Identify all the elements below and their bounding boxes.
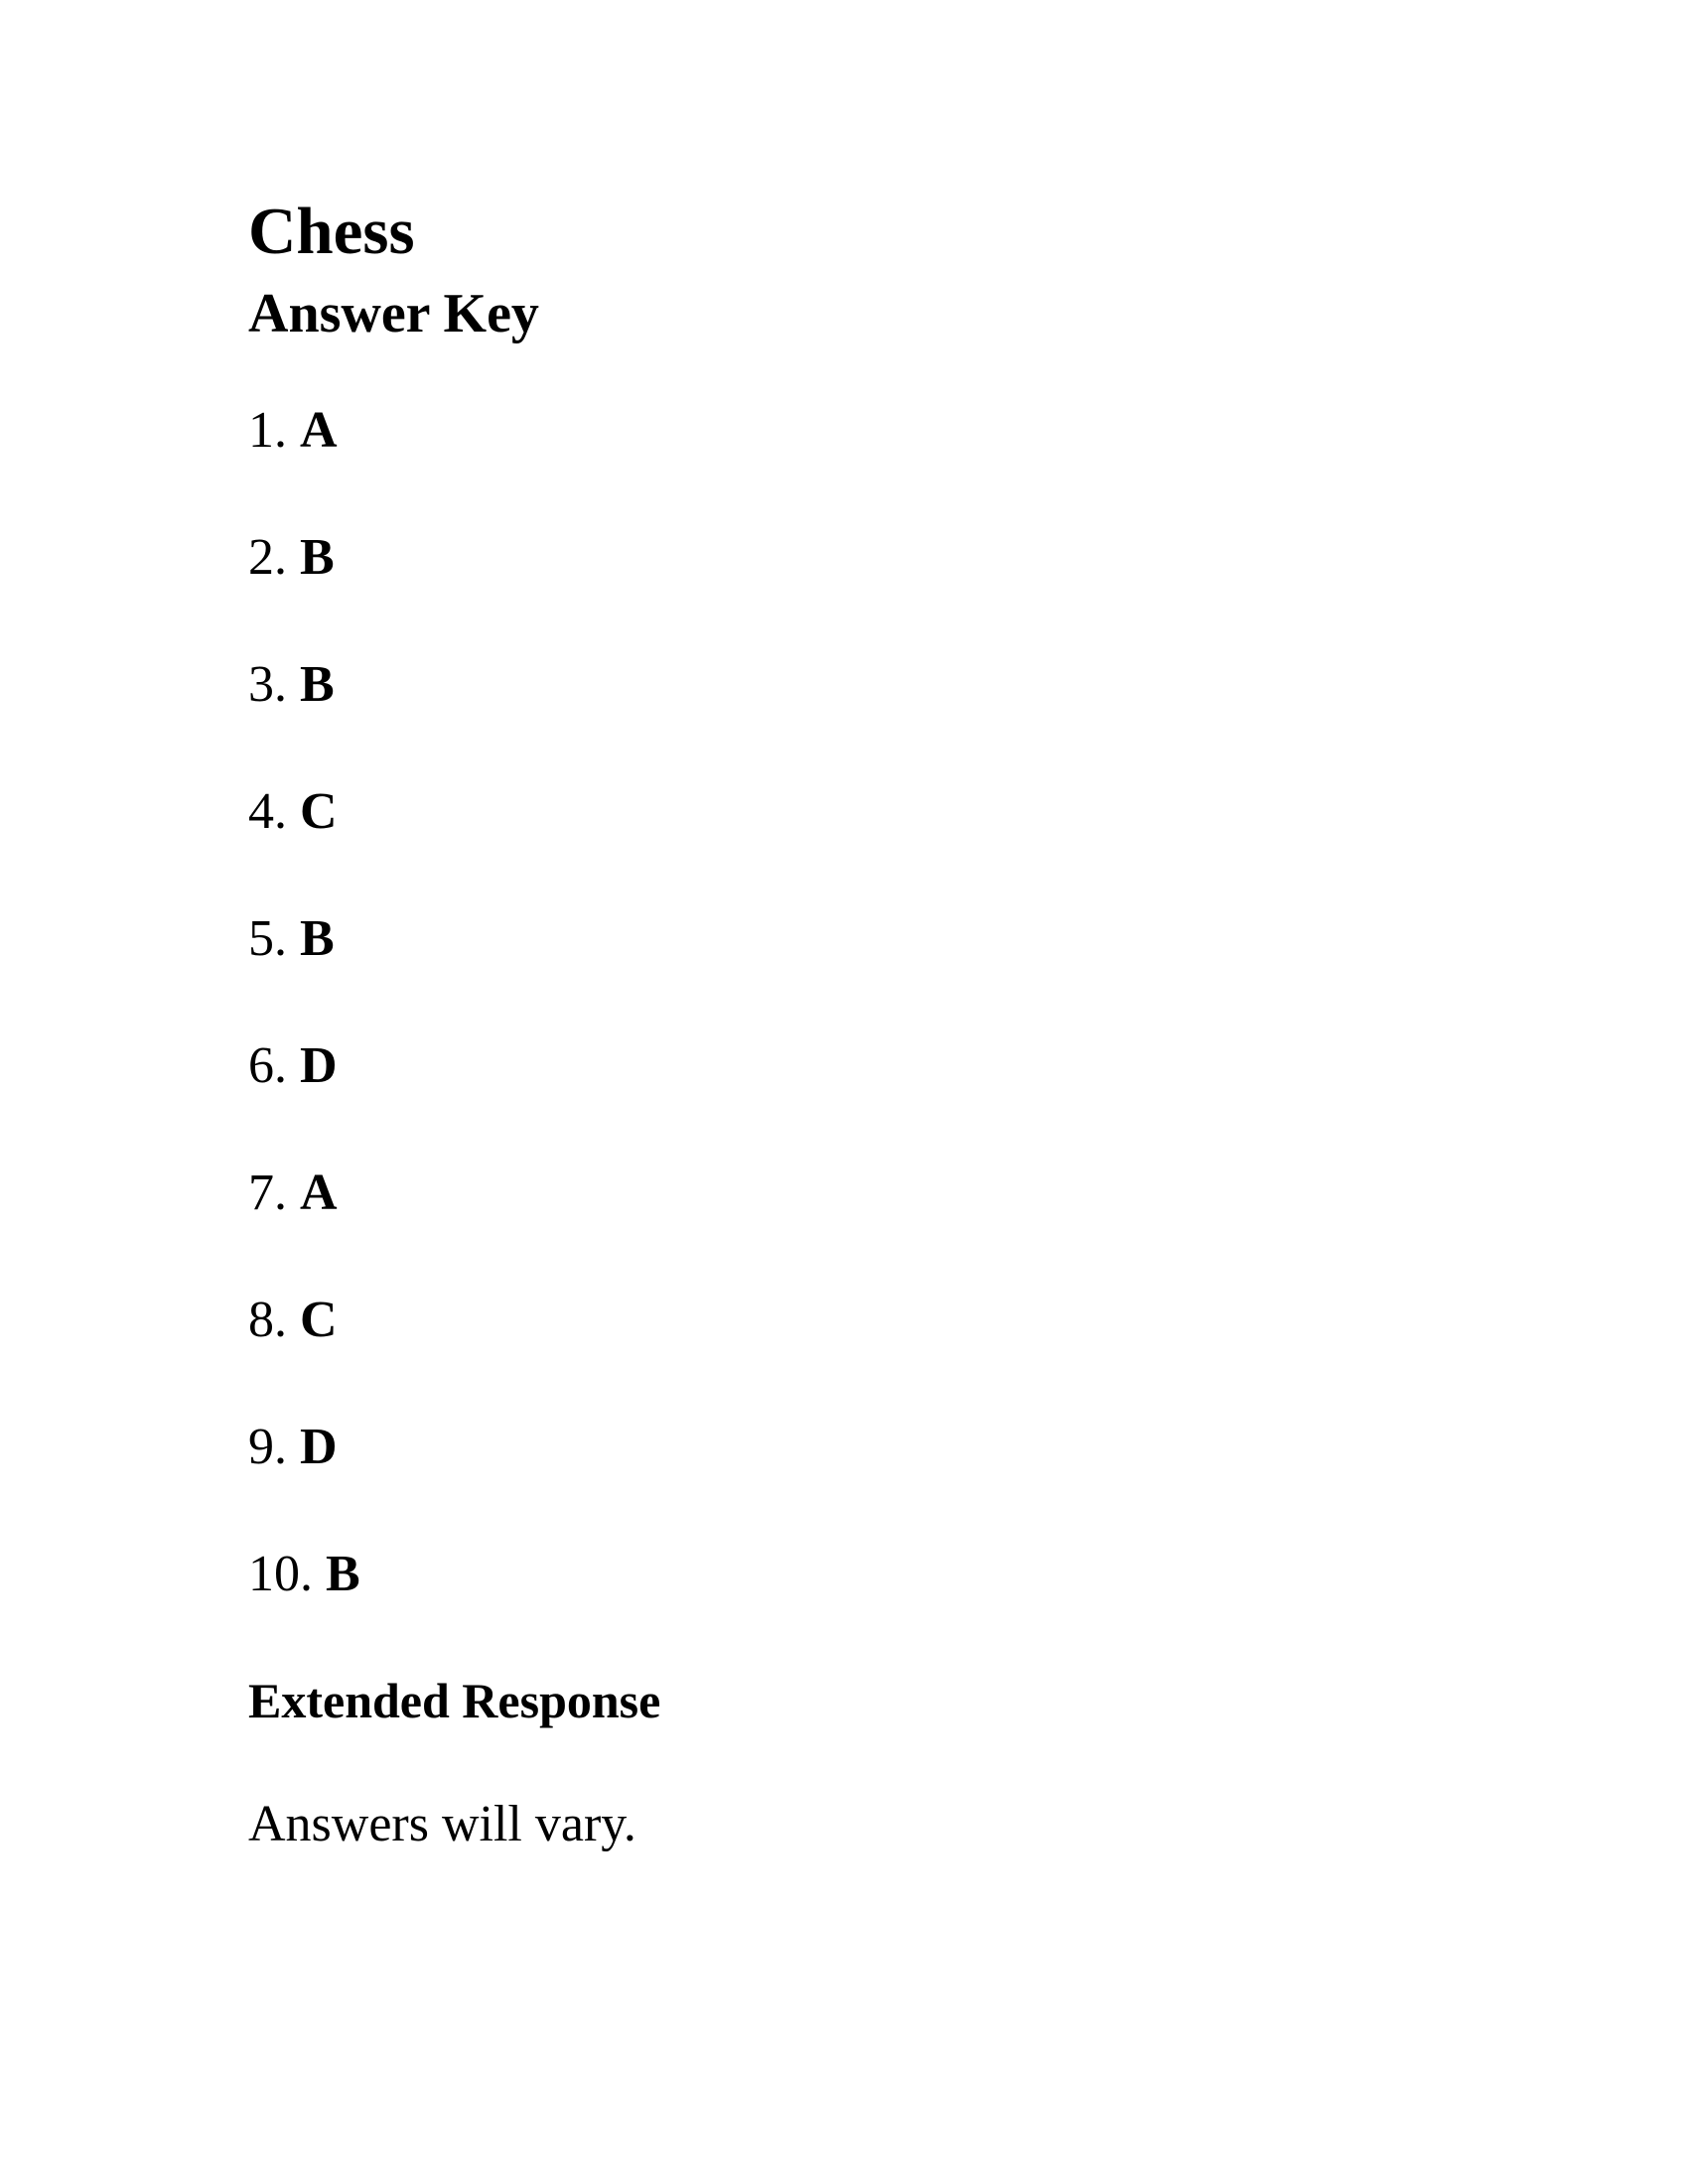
answer-number: 10.	[248, 1546, 313, 1602]
answer-item-7	[248, 1164, 360, 1295]
extended-response-text: Answers will vary.	[248, 1796, 636, 1852]
answer-item-9	[248, 1419, 360, 1549]
answer-number: 6.	[248, 1037, 287, 1094]
answer-number: 4.	[248, 783, 287, 840]
answer-letter: C	[300, 1292, 338, 1348]
extended-response-heading: Extended Response	[248, 1673, 661, 1728]
answer-letter: D	[300, 1419, 338, 1475]
answer-item-1	[248, 402, 360, 532]
answer-item-8	[248, 1292, 360, 1422]
answer-letter: C	[300, 783, 338, 840]
answer-item-6	[248, 1037, 360, 1167]
answer-letter: A	[300, 1164, 338, 1221]
answer-letter: A	[300, 402, 338, 459]
answer-letter: B	[326, 1546, 360, 1602]
answer-item-3	[248, 656, 360, 786]
answer-letter: D	[300, 1037, 338, 1094]
answer-number: 1.	[248, 402, 287, 459]
answer-number: 2.	[248, 529, 287, 586]
answer-number: 5.	[248, 910, 287, 967]
answer-number: 3.	[248, 656, 287, 713]
answer-letter: B	[300, 529, 335, 586]
answer-item-10	[248, 1546, 360, 1676]
answer-number: 7.	[248, 1164, 287, 1221]
answer-list	[248, 402, 360, 1676]
answer-item-2	[248, 529, 360, 659]
document-subtitle: Answer Key	[248, 283, 539, 344]
answer-item-5	[248, 910, 360, 1040]
answer-letter: B	[300, 910, 335, 967]
answer-number: 8.	[248, 1292, 287, 1348]
document-title: Chess	[248, 195, 415, 268]
answer-letter: B	[300, 656, 335, 713]
answer-number: 9.	[248, 1419, 287, 1475]
answer-item-4	[248, 783, 360, 913]
